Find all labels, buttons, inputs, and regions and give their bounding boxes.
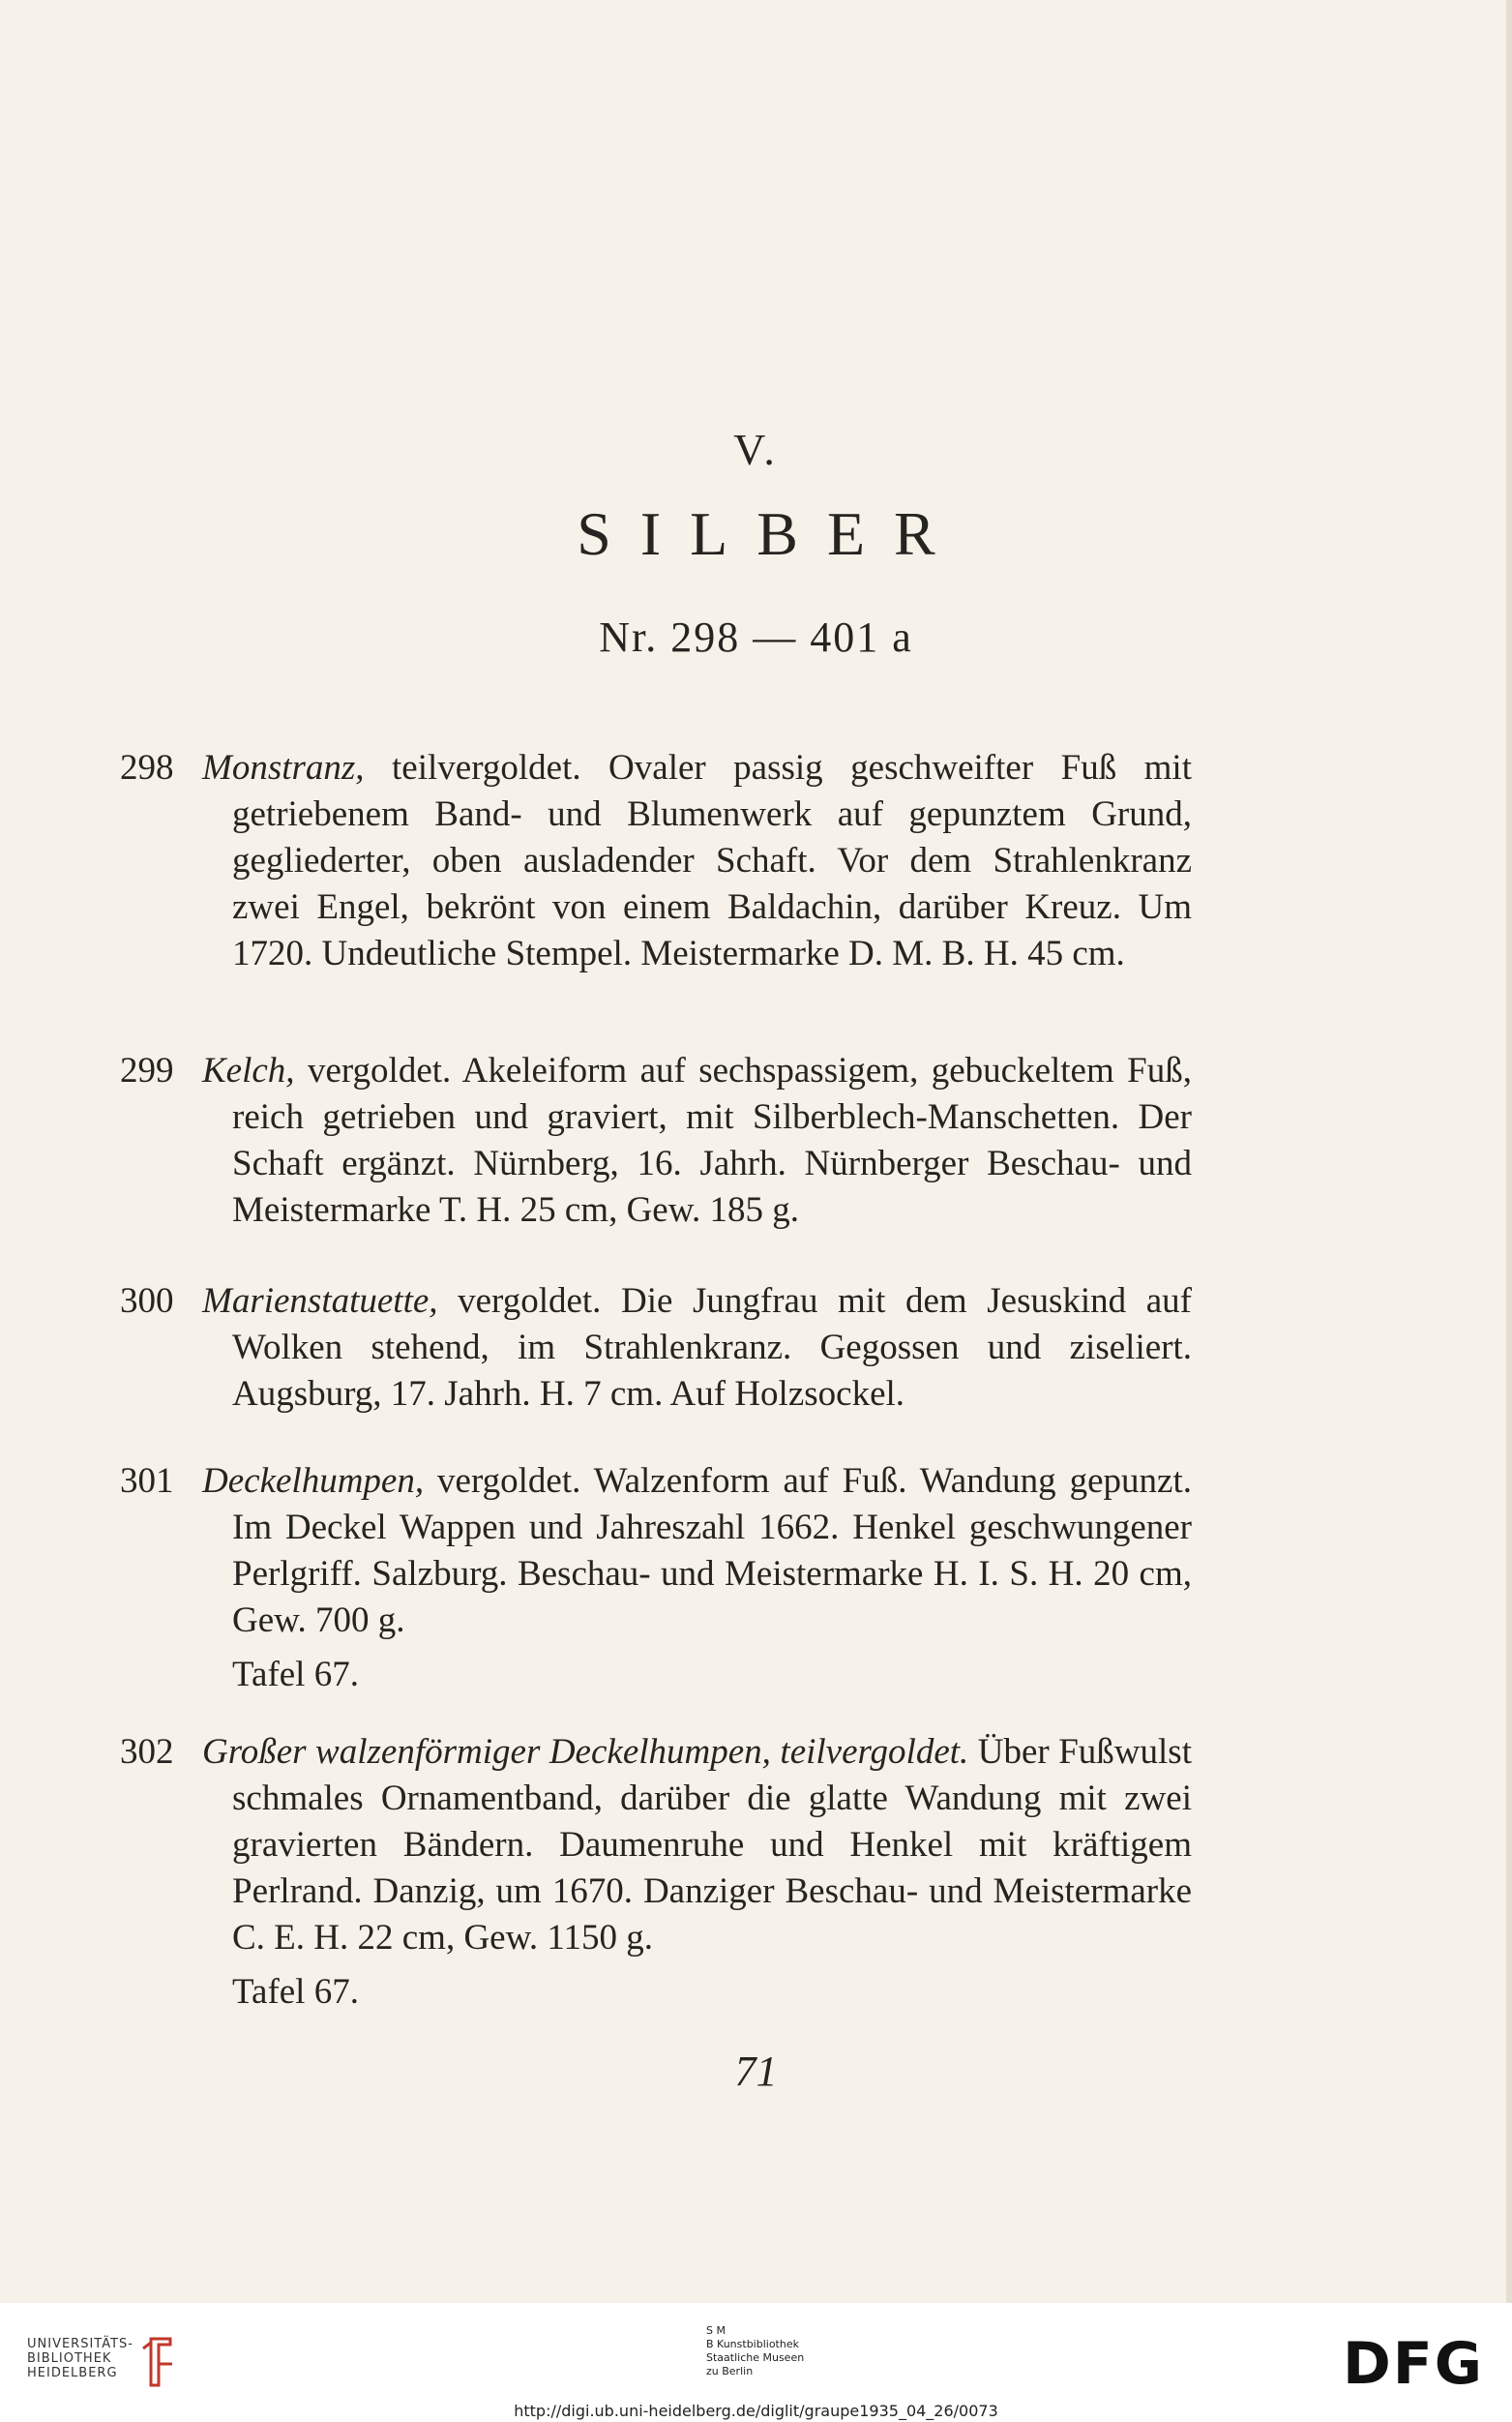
entry-number: 299 [120,1051,174,1091]
catalog-entry-299 [120,1048,1192,1234]
entry-body [202,1048,1192,1234]
university-line: HEIDELBERG [27,2366,118,2380]
entry-title: Kelch, [202,1051,295,1091]
entry-body [202,1729,1192,1961]
entry-title: Großer walzenförmiger Deckelhumpen, teilvergoldet. [202,1732,969,1772]
university-emblem-icon [137,2335,180,2391]
section-number: V. [733,425,779,474]
entry-body [202,1458,1192,1644]
entry-number: 298 [120,748,174,788]
entry-text: vergoldet. Akeleiform auf sechspassigem, gebuckeltem Fuß, reich getrieben und graviert, mit Silberblech-Manschetten. Der Schaft ergänzt. Nürnberg, 16. Jahrh. Nürnberger Beschau- und Meistermarke T. H. 25 cm, Gew. 185 g. [232,1051,1192,1230]
stamp-line: zu Berlin [706,2365,754,2377]
entry-text: vergoldet. Walzenform auf Fuß. Wandung gepunzt. Im Deckel Wappen und Jahreszahl 1662. Henkel geschwungener Perlgriff. Salzburg. Beschau- und Meistermarke H. I. S. H. 20 cm, Gew. 700 g. [232,1461,1192,1640]
stamp-line: B Kunstbibliothek [706,2338,799,2350]
page-number: 71 [734,2048,778,2095]
entry-number: 301 [120,1461,174,1501]
entry-text: teilvergoldet. Ovaler passig geschweifter Fuß mit getriebenem Band- und Blumenwerk auf gepunztem Grund, gegliederter, oben ausladender Schaft. Vor dem Strahlenkranz zwei Engel, bekrönt von einem Baldachin, darüber Kreuz. Um 1720. Undeutliche Stempel. Meistermarke D. M. B. H. 45 cm. [232,748,1192,973]
university-line: BIBLIOTHEK [27,2351,112,2366]
catalog-entry-298 [120,745,1192,977]
viewer-footer [0,2303,1512,2422]
library-stamp [706,2324,804,2378]
university-library-logo[interactable] [27,2337,133,2380]
university-line: UNIVERSITÄTS- [27,2337,133,2351]
entry-text: vergoldet. Die Jungfrau mit dem Jesuskind auf Wolken stehend, im Strahlenkranz. Gegossen und ziseliert. Augsburg, 17. Jahrh. H. 7 cm. Auf Holzsockel. [232,1281,1192,1414]
entry-title: Monstranz, [202,748,365,788]
catalog-entry-300 [120,1278,1192,1418]
section-range: Nr. 298 — 401 a [599,613,913,661]
catalog-entry-302 [120,1729,1192,2016]
catalog-entry-301 [120,1458,1192,1698]
stamp-line: Staatliche Museen [706,2351,805,2364]
entry-text: Über Fußwulst schmales Ornamentband, darüber die glatte Wandung mit zwei gravierten Bändern. Daumenruhe und Henkel mit kräftigem Perlrand. Danzig, um 1670. Danziger Beschau- und Meistermarke C. E. H. 22 cm, Gew. 1150 g. [232,1732,1192,1958]
stamp-line: S M [706,2324,726,2337]
section-title: SILBER [577,499,964,568]
entry-plate-reference: Tafel 67. [232,1972,359,2012]
entry-title: Marienstatuette, [202,1281,438,1321]
entry-number: 300 [120,1281,174,1321]
entry-title: Deckelhumpen, [202,1461,425,1501]
entry-body [202,745,1192,977]
entry-body [202,1278,1192,1418]
source-url-link[interactable]: http://digi.ub.uni-heidelberg.de/diglit/graupe1935_04_26/0073 [514,2402,998,2420]
entry-number: 302 [120,1732,174,1772]
entry-plate-reference: Tafel 67. [232,1655,359,1694]
dfg-logo[interactable]: DFG [1343,2330,1485,2398]
